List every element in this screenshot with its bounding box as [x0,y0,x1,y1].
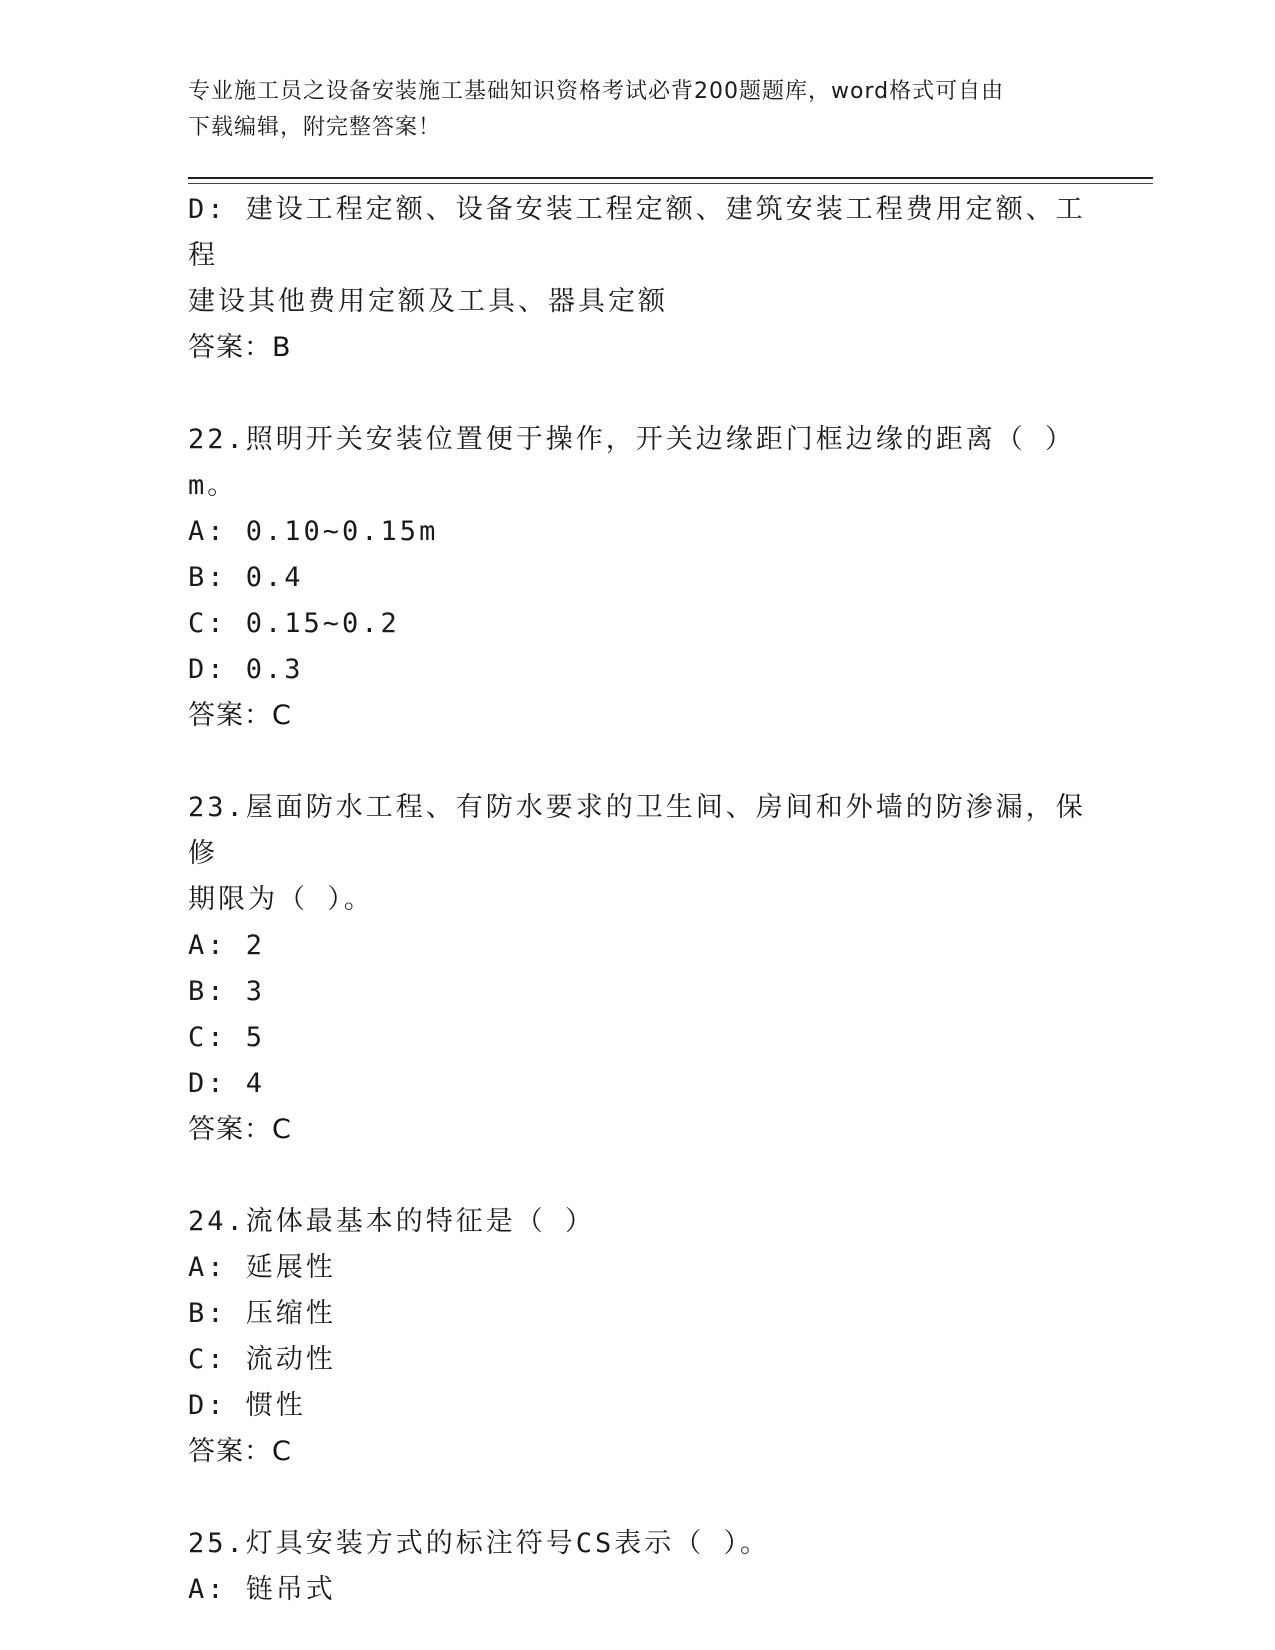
option-d: D: 0.3 [188,654,304,685]
option-d: D: 建设工程定额、设备安装工程定额、建筑安装工程费用定额、工程 [188,194,1086,271]
option-b: B: 0.4 [188,562,304,593]
question-23 [188,785,1088,1153]
option-a: A: 0.10~0.15m [188,516,439,547]
option-c: C: 0.15~0.2 [188,608,400,639]
option-d: D: 惯性 [188,1390,306,1421]
option-b: B: 压缩性 [188,1298,336,1329]
document-header [188,74,1068,146]
question-24 [188,1199,1088,1475]
question-text: 23.屋面防水工程、有防水要求的卫生间、房间和外墙的防渗漏，保修 [188,792,1086,869]
question-text: 25.灯具安装方式的标注符号CS表示（ ）。 [188,1528,771,1559]
question-25 [188,1521,1088,1613]
option-a: A: 链吊式 [188,1574,336,1605]
header-title-line-1: 专业施工员之设备安装施工基础知识资格考试必背200题题库，word格式可自由 [188,79,1005,104]
option-c: C: 5 [188,1022,266,1053]
answer-label: 答案：C [188,1114,292,1145]
option-d: D: 4 [188,1068,266,1099]
option-a: A: 延展性 [188,1252,336,1283]
answer-label: 答案：B [188,332,292,363]
question-22 [188,417,1088,739]
spacer [188,739,1088,785]
answer-label: 答案：C [188,700,292,731]
option-b: B: 3 [188,976,266,1007]
header-divider-thin [188,183,1153,184]
question-text: 22.照明开关安装位置便于操作，开关边缘距门框边缘的距离（ ）m。 [188,424,1076,501]
spacer [188,1475,1088,1521]
question-list [188,187,1088,1613]
question-text-continued: 期限为（ ）。 [188,884,374,915]
option-d-continued: 建设其他费用定额及工具、器具定额 [188,286,668,317]
header-title-line-2: 下载编辑，附完整答案！ [188,115,442,140]
header-divider-thick [188,177,1153,179]
option-a: A: 2 [188,930,266,961]
spacer [188,1153,1088,1199]
question-21-tail [188,187,1088,371]
answer-label: 答案：C [188,1436,292,1467]
option-c: C: 流动性 [188,1344,336,1375]
question-text: 24.流体最基本的特征是（ ） [188,1206,596,1237]
spacer [188,371,1088,417]
